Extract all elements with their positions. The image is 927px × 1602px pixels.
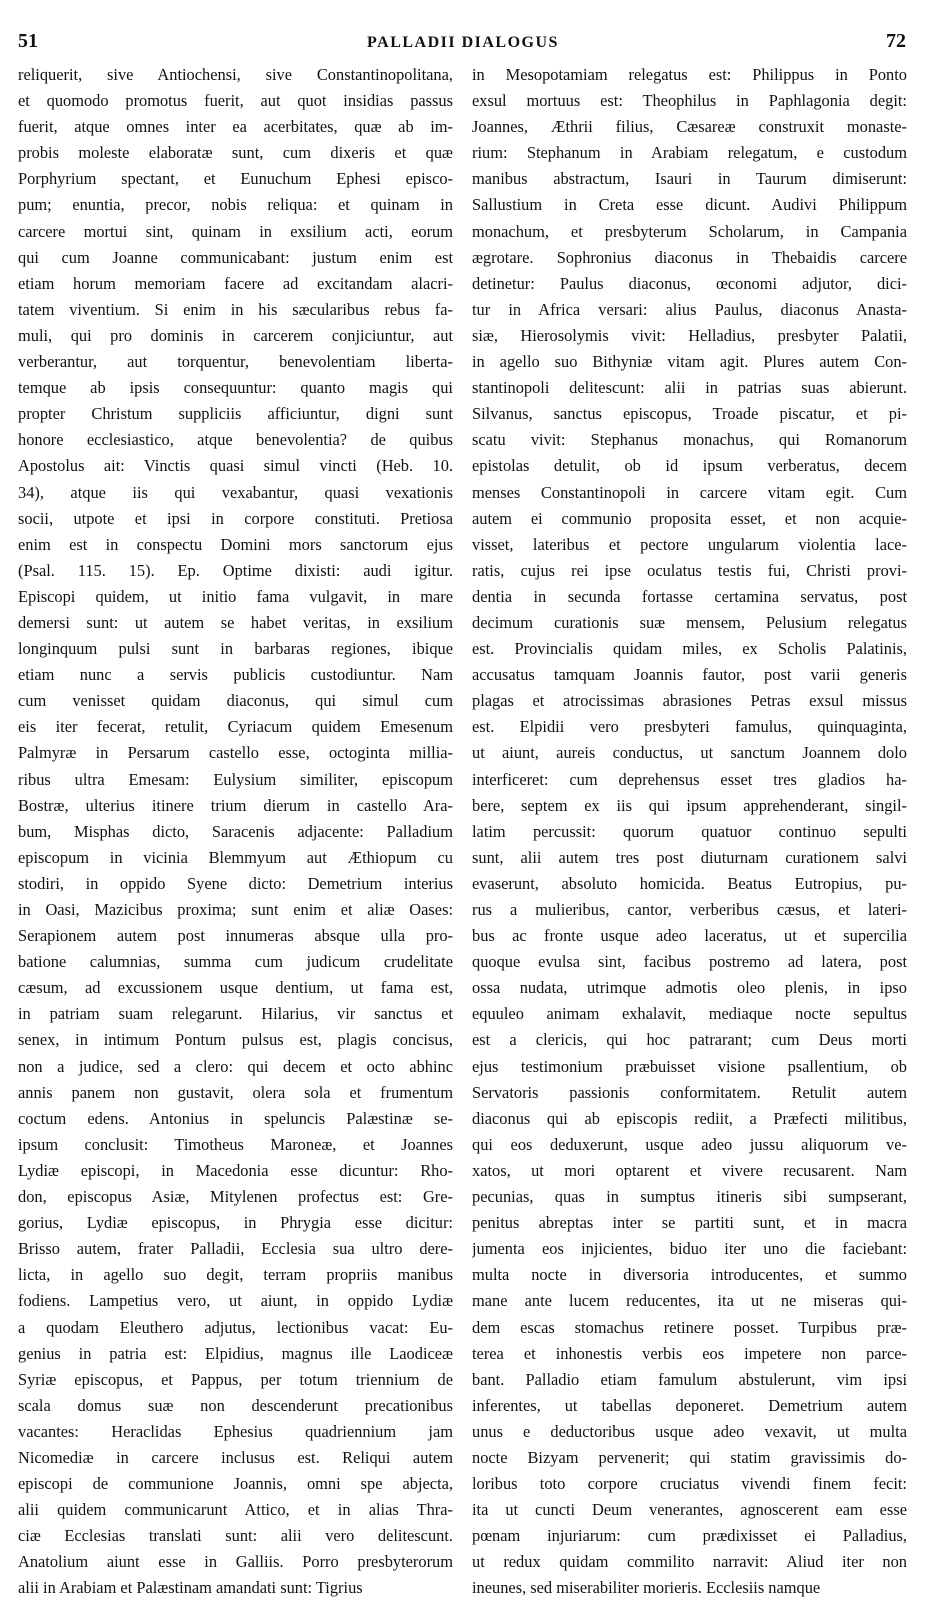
- text-line: dentia in secunda fortasse certamina servatus, post: [472, 586, 907, 606]
- text-line: in patriam suam relegarunt. Hilarius, vir sanctus et: [18, 1004, 453, 1024]
- text-line: temque ab ipsis consequuntur: quanto magis qui: [18, 378, 453, 398]
- text-line: manibus abstractum, Isauri in Taurum dimiserunt:: [472, 169, 907, 189]
- text-line: cum venisset quidam diaconus, qui simul cum: [18, 691, 453, 711]
- text-line: decimum curationis suæ mensem, Pelusium relegatus: [472, 612, 907, 632]
- text-line: et quomodo promotus fuerit, aut quot insidias passus: [18, 91, 453, 111]
- text-line: Nicomediæ in carcere inclusus est. Reliqui autem: [18, 1447, 453, 1467]
- text-line: Apostolus ait: Vinctis quasi simul vincti (Heb. 10.: [18, 456, 453, 476]
- text-line: unus e deductoribus usque adeo vexavit, ut multa: [472, 1421, 907, 1441]
- text-line: propter Christum suppliciis afficiuntur, digni sunt: [18, 404, 453, 424]
- text-line: 34), atque iis qui vexabantur, quasi vexationis: [18, 482, 453, 502]
- text-line: scala domus suæ non descenderunt precationibus: [18, 1395, 453, 1415]
- text-line: alii in Arabiam et Palæstinam amandati sunt: Tigrius: [18, 1578, 363, 1598]
- text-line: Porphyrium spectant, et Eunuchum Ephesi episco-: [18, 169, 453, 189]
- text-line: pœnam injuriarum: cum prædixisset ei Palladius,: [472, 1526, 907, 1546]
- text-line: ut redux quidam commilito narravit: Aliud iter non: [472, 1552, 907, 1572]
- text-line: pecunias, quas in sumptus itineris sibi sumpserant,: [472, 1187, 907, 1207]
- text-line: detinetur: Paulus diaconus, œconomi adjutor, dici-: [472, 273, 907, 293]
- text-line: vacantes: Heraclidas Ephesius quadriennium jam: [18, 1421, 453, 1441]
- text-line: ribus ultra Emesam: Eulysium similiter, episcopum: [18, 769, 453, 789]
- text-line: ipsum conclusit: Timotheus Maroneæ, et Joannes: [18, 1134, 453, 1154]
- text-line: honore ecclesiastico, atque benevolentia? de quibus: [18, 430, 453, 450]
- text-line: a quodam Eleuthero adjutus, lectionibus vacat: Eu-: [18, 1317, 453, 1337]
- text-line: batione calumnias, summa cum judicum crudelitate: [18, 952, 453, 972]
- text-line: multa nocte in diversoria introducentes, et summo: [472, 1265, 907, 1285]
- text-line: verberantur, aut torquentur, benevolentiam liberta-: [18, 352, 453, 372]
- text-line: episcopi de communione Joannis, omni spe abjecta,: [18, 1474, 453, 1494]
- text-line: sunt, alii autem tres post diuturnam curationem salvi: [472, 847, 907, 867]
- text-line: Bostræ, ulterius itinere trium dierum in castello Ara-: [18, 795, 453, 815]
- text-line: ejus testimonium præbuisset visione psallentium, ob: [472, 1056, 907, 1076]
- text-line: terea et inhonestis verbis eos impetere non parce-: [472, 1343, 907, 1363]
- text-line: eis iter fecerat, retulit, Cyriacum quidem Emesenum: [18, 717, 453, 737]
- text-line: etiam nunc a servis publicis custodiuntur. Nam: [18, 665, 453, 685]
- text-line: loribus toto corpore cruciatus vivendi finem fecit:: [472, 1474, 907, 1494]
- text-line: tatem viventium. Si enim in his sæcularibus rebus fa-: [18, 299, 453, 319]
- text-line: visset, lateribus et pectore ungularum violentia lace-: [472, 534, 907, 554]
- text-line: (Psal. 115. 15). Ep. Optime dixisti: audi igitur.: [18, 560, 453, 580]
- text-line: muli, qui pro dominis in carcerem conjiciuntur, aut: [18, 325, 453, 345]
- text-line: Anatolium aiunt esse in Galliis. Porro presbyterorum: [18, 1552, 453, 1572]
- text-line: monachum, et presbyterum Scholarum, in Campania: [472, 221, 907, 241]
- text-line: ægrotare. Sophronius diaconus in Thebaidis carcere: [472, 247, 907, 267]
- text-line: interficeret: cum deprehensus esset tres gladios ha-: [472, 769, 907, 789]
- text-line: rium: Stephanum in Arabiam relegatum, e custodum: [472, 143, 907, 163]
- text-line: bus ac fronte usque adeo laceratus, ut et supercilia: [472, 926, 907, 946]
- text-line: carcere mortui sint, quinam in exsilium acti, eorum: [18, 221, 453, 241]
- right-column: [472, 62, 907, 1602]
- text-line: exsul mortuus est: Theophilus in Paphlagonia degit:: [472, 91, 907, 111]
- text-line: nocte Bizyam pervenerit; qui statim gravissimis do-: [472, 1447, 907, 1467]
- text-line: qui eos deduxerunt, usque adeo jussu aliquorum ve-: [472, 1134, 907, 1154]
- text-line: ita ut cuncti Deum venerantes, agnoscerent eam esse: [472, 1500, 907, 1520]
- text-line: in agello suo Bithyniæ vitam agit. Plures autem Con-: [472, 352, 907, 372]
- text-line: stodiri, in oppido Syene dicto: Demetrium interius: [18, 873, 453, 893]
- text-line: Lydiæ episcopi, in Macedonia esse dicuntur: Rho-: [18, 1160, 453, 1180]
- text-line: bum, Misphas dicto, Saracenis adjacente: Palladium: [18, 821, 453, 841]
- text-line: senex, in intimum Pontum pulsus est, plagis concisus,: [18, 1030, 453, 1050]
- text-line: enim est in conspectu Domini mors sanctorum ejus: [18, 534, 453, 554]
- text-line: menses Constantinopoli in carcere vitam egit. Cum: [472, 482, 907, 502]
- text-line: ciæ Ecclesias translati sunt: alii vero delitescunt.: [18, 1526, 453, 1546]
- text-line: Sallustium in Creta esse dicunt. Audivi Philippum: [472, 195, 907, 215]
- text-line: xatos, ut mori optarent et vivere recusarent. Nam: [472, 1160, 907, 1180]
- text-line: diaconus qui ab episcopis rediit, a Præfecti militibus,: [472, 1108, 907, 1128]
- text-line: coctum edens. Antonius in speluncis Palæstinæ se-: [18, 1108, 453, 1128]
- text-line: Silvanus, sanctus episcopus, Troade piscatur, et pi-: [472, 404, 907, 424]
- text-line: socii, utpote et ipsi in corpore constituti. Pretiosa: [18, 508, 453, 528]
- text-line: in Oasi, Mazicibus proxima; sunt enim et aliæ Oases:: [18, 900, 453, 919]
- text-line: fodiens. Lampetius vero, ut aiunt, in oppido Lydiæ: [18, 1291, 453, 1311]
- text-line: mane ante lucem reducentes, ita ut ne miseras qui-: [472, 1291, 907, 1311]
- text-line: siæ, Hierosolymis vivit: Helladius, presbyter Palatii,: [472, 325, 907, 345]
- text-line: inferentes, ut tabellas deponeret. Demetrium autem: [472, 1395, 907, 1415]
- text-line: jumenta eos injicientes, biduo iter uno die faciebant:: [472, 1239, 907, 1259]
- text-line: ossa nudata, utrimque admotis oleo plenis, in ipso: [472, 978, 907, 998]
- text-line: demersi sunt: ut autem se habet veritas, in exsilium: [18, 612, 453, 632]
- text-line: penitus abreptas inter se partiti sunt, et in macra: [472, 1213, 907, 1233]
- text-line: Palmyræ in Persarum castello esse, octoginta millia-: [18, 743, 453, 763]
- text-line: plagas et atrocissimas abrasiones Petras exsul missus: [472, 691, 907, 711]
- text-line: bere, septem ex iis qui ipsum apprehenderant, singil-: [472, 795, 907, 815]
- text-line: equuleo animam exhalavit, mediaque nocte sepultus: [472, 1004, 907, 1024]
- text-line: gorius, Lydiæ episcopus, in Phrygia esse dicitur:: [18, 1213, 453, 1233]
- text-line: autem ei communio proposita esset, et non acquie-: [472, 508, 907, 528]
- text-line: ut aiunt, aureis conductus, ut sanctum Joannem dolo: [472, 743, 907, 763]
- text-line: tur in Africa versari: alius Paulus, diaconus Anasta-: [472, 299, 907, 319]
- text-line: reliquerit, sive Antiochensi, sive Constantinopolitana,: [18, 65, 453, 84]
- text-line: probis moleste elaboratæ sunt, cum dixeris et quæ: [18, 143, 453, 163]
- text-line: don, episcopus Asiæ, Mitylenen profectus est: Gre-: [18, 1187, 453, 1207]
- text-line: Syriæ episcopus, et Pappus, per totum triennium de: [18, 1369, 453, 1389]
- text-line: pum; enuntia, precor, nobis reliqua: et quinam in: [18, 195, 453, 215]
- text-line: epistolas detulit, ob id ipsum verberatus, decem: [472, 456, 907, 476]
- left-column: [18, 62, 453, 1602]
- text-line: fuerit, atque omnes inter ea acerbitates, quæ ab im-: [18, 117, 453, 137]
- page-header: [18, 26, 908, 52]
- text-line: Joannes, Æthrii filius, Cæsareæ construxit monaste-: [472, 117, 907, 137]
- text-line: longinquum pulsi sunt in barbaras regiones, ibique: [18, 639, 453, 659]
- text-line: ineunes, sed miserabiliter morieris. Ecclesiis namque: [472, 1578, 821, 1598]
- text-line: Serapionem autem post innumeras absque ulla pro-: [18, 926, 453, 946]
- running-title: PALLADII DIALOGUS: [367, 34, 559, 51]
- text-line: annis panem non gustavit, olera sola et frumentum: [18, 1082, 453, 1102]
- text-line: etiam horum memoriam facere ad excitandam alacri-: [18, 273, 453, 293]
- text-line: ratis, cujus rei ipse oculatus testis fui, Christi provi-: [472, 560, 907, 580]
- page-number-right: 72: [886, 30, 906, 52]
- text-line: latim percussit: quorum quatuor continuo sepulti: [472, 821, 907, 841]
- text-line: non a judice, sed a clero: qui decem et octo abhinc: [18, 1056, 453, 1076]
- text-line: alii quidem communicarunt Attico, et in alias Thra-: [18, 1500, 453, 1520]
- text-line: licta, in agello suo degit, terram propriis manibus: [18, 1265, 453, 1285]
- text-line: accusatus tamquam Joannis fautor, post varii generis: [472, 665, 907, 685]
- text-line: genius in patria est: Elpidius, magnus ille Laodiceæ: [18, 1343, 453, 1363]
- text-line: Episcopi quidem, ut initio fama vulgavit, in mare: [18, 586, 453, 606]
- page-number-left: 51: [18, 30, 38, 52]
- text-line: episcopum in vicinia Blemmyum aut Æthiopum cu: [18, 847, 453, 867]
- text-line: evaserunt, absoluto homicida. Beatus Eutropius, pu-: [472, 873, 907, 893]
- text-line: cæsum, ad excussionem usque dentium, ut fama est,: [18, 978, 453, 998]
- text-line: scatu vivit: Stephanus monachus, qui Romanorum: [472, 430, 907, 450]
- text-line: in Mesopotamiam relegatus est: Philippus in Ponto: [472, 65, 907, 84]
- text-line: est. Provincialis quidam miles, ex Scholis Palatinis,: [472, 639, 907, 659]
- text-line: quoque evulsa sint, facibus postremo ad latera, post: [472, 952, 907, 972]
- text-line: est a clericis, qui hoc patrarant; cum Deus morti: [472, 1030, 907, 1050]
- text-line: dem escas stomachus retinere posset. Turpibus præ-: [472, 1317, 907, 1337]
- text-line: qui cum Joanne communicabant: justum enim est: [18, 247, 453, 267]
- text-line: Brisso autem, frater Palladii, Ecclesia sua ultro dere-: [18, 1239, 453, 1259]
- text-line: Servatoris passionis conformitatem. Retulit autem: [472, 1082, 907, 1102]
- text-line: rus a mulieribus, cantor, verberibus cæsus, et lateri-: [472, 900, 907, 919]
- text-line: bant. Palladio etiam famulum abstulerunt, vim ipsi: [472, 1369, 907, 1389]
- text-line: est. Elpidii vero presbyteri famulus, quinquaginta,: [472, 717, 907, 737]
- text-line: stantinopoli delitescunt: alii in patrias suas abierunt.: [472, 378, 907, 398]
